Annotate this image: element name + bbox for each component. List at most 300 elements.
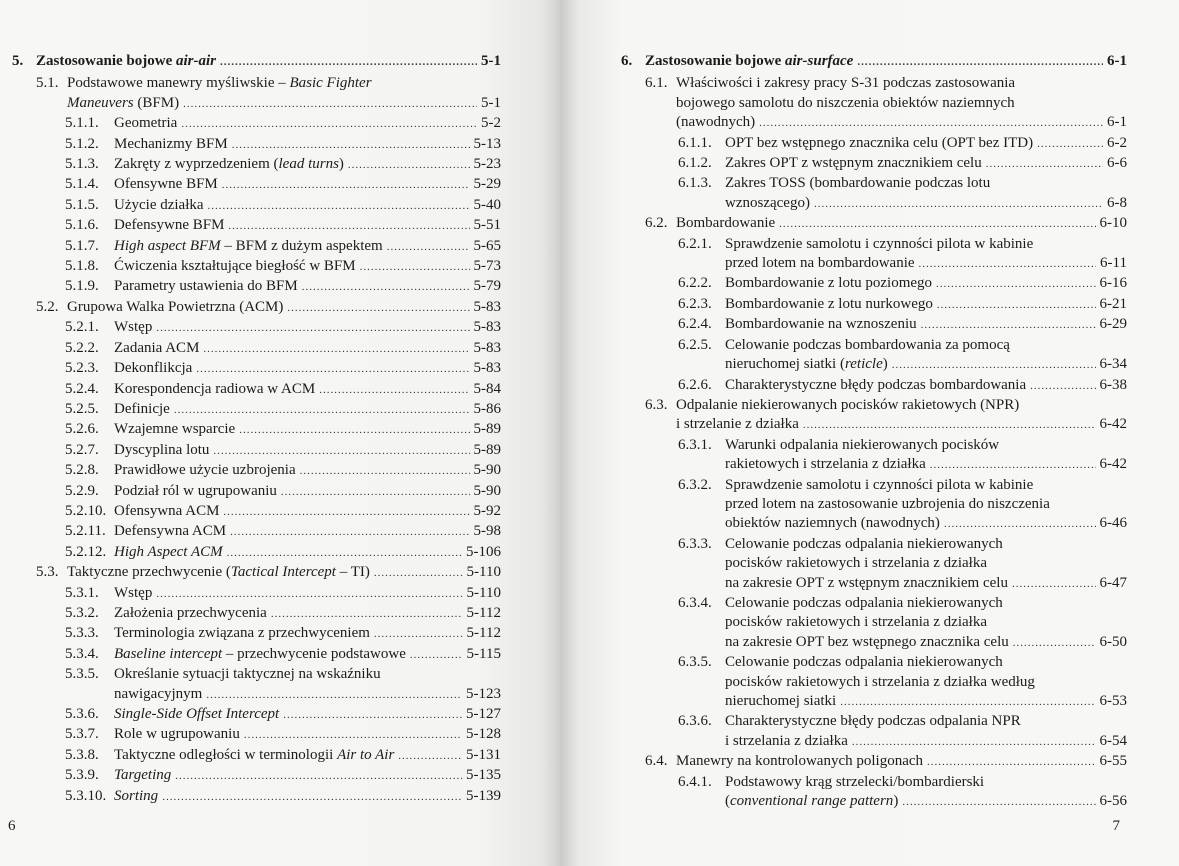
toc-entry-line [725,134,1127,154]
toc-entry-line [114,196,501,216]
toc-page-ref: 5-2 [481,115,501,132]
toc-entry-line [725,712,1127,731]
toc-entry-number: 6. [621,53,633,69]
toc-page-ref: 5-13 [473,135,501,152]
toc-text-segment: Założenia przechwycenia [114,604,267,621]
dot-leader [986,155,1103,174]
toc-entry-line [725,154,1127,174]
toc-text-segment: Sprawdzenie samolotu i czynności pilota w kabinie [725,235,1034,252]
toc-page-ref: 5-115 [466,645,501,662]
toc-entry-title [114,420,501,440]
toc-section [621,74,1127,133]
toc-subsection [621,174,1127,214]
toc-entry-number: 5.1.2. [65,135,99,152]
toc-entry-line [676,415,1127,435]
toc-entry-number: 6.1.3. [678,175,712,192]
toc-entry-line [725,653,1127,672]
toc-text-segment: Grupowa Walka Powietrzna (ACM) [67,298,284,315]
dot-leader [814,195,1103,214]
toc-entry-line [114,400,501,420]
dot-leader [374,625,463,644]
dot-leader [759,114,1103,133]
toc-entry-number: 5.3.9. [65,767,99,784]
toc-entry-number: 6.3.5. [678,654,712,671]
toc-text-segment: nieruchomej siatki ( [725,356,845,373]
toc-text-segment: Zakres OPT z wstępnym znacznikiem celu [725,155,982,172]
toc-entry-title [725,274,1127,294]
dot-leader [387,238,470,257]
toc-text-segment: Charakterystyczne błędy podczas bombardowania [725,376,1027,393]
toc-entry-line [725,336,1127,355]
toc-text-segment: Dyscyplina lotu [114,441,210,458]
toc-text-segment: Bombardowanie [676,215,776,232]
toc-text-segment: Podstawowe manewry myśliwskie – [67,75,290,92]
toc-subsection [12,359,501,379]
left-page [0,0,560,866]
toc-text-segment: Wstęp [114,584,153,601]
toc-entry-title [725,134,1127,154]
toc-list-left [12,52,501,807]
toc-entry-number: 5.1.3. [65,156,99,173]
toc-page-ref: 5-73 [473,258,501,275]
toc-entry-title [725,235,1127,275]
toc-entry-number: 6.2. [645,215,668,232]
toc-entry-line [725,594,1127,613]
page-number: 6 [8,818,16,834]
toc-entry-line [114,318,501,338]
toc-entry-line [725,673,1127,692]
toc-text-segment: obiektów naziemnych (nawodnych) [725,515,940,532]
toc-page-ref: 5-65 [473,237,501,254]
toc-page-ref: 5-23 [473,156,501,173]
toc-page-ref: 5-89 [473,441,501,458]
dot-leader [840,693,1095,712]
toc-entry-line [67,74,501,93]
toc-entry-number: 6.3. [645,396,668,413]
toc-page-ref: 5-51 [473,217,501,234]
toc-entry-line [114,502,501,522]
toc-entry-number: 5.2.5. [65,400,99,417]
toc-subsection [12,502,501,522]
toc-section [12,298,501,318]
toc-text-segment: Zakręty z wyprzedzeniem ( [114,156,279,173]
toc-entry-line [114,543,501,563]
toc-subsection [12,216,501,236]
toc-entry-title [67,563,501,583]
toc-entry-number: 5. [12,53,24,69]
toc-entry-number: 5.2.7. [65,441,99,458]
toc-entry-title [114,645,501,665]
toc-entry-number: 5.1.7. [65,237,99,254]
toc-entry-number: 5.3.4. [65,645,99,662]
toc-entry-line [676,94,1127,113]
toc-entry-title [114,665,501,705]
toc-entry-title [114,237,501,257]
toc-entry-number: 5.2.2. [65,339,99,356]
toc-text-segment: bojowego samolotu do niszczenia obiektów naziemnych [676,94,1015,111]
toc-entry-line [114,584,501,604]
toc-entry-number: 5.1.5. [65,196,99,213]
toc-page-ref: 5-40 [473,196,501,213]
toc-entry-number: 6.3.2. [678,476,712,493]
toc-subsection [621,594,1127,653]
toc-entry-line [676,74,1127,93]
toc-subsection [621,315,1127,335]
toc-text-segment: na zakresie OPT bez wstępnego znacznika celu [725,633,1009,650]
toc-subsection [12,196,501,216]
toc-entry-title [725,174,1127,214]
toc-page-ref: 5-1 [481,53,501,69]
toc-page-ref: 6-10 [1099,215,1127,232]
toc-subsection [621,476,1127,535]
toc-text-segment: Basic Fighter [289,75,372,92]
toc-subsection [12,543,501,563]
toc-text-segment: Dekonflikcja [114,360,193,377]
toc-entry-title [725,594,1127,653]
toc-text-segment: Korespondencja radiowa w ACM [114,380,316,397]
toc-text-segment: reticle [844,356,883,373]
toc-text-segment: Zastosowanie bojowe [36,53,177,69]
toc-page-ref: 5-83 [473,298,501,315]
toc-subsection [12,420,501,440]
toc-entry-line [725,692,1127,712]
toc-entry-number: 5.3.8. [65,746,99,763]
toc-text-segment: Taktyczne przechwycenie ( [67,564,231,581]
dot-leader [222,176,470,195]
toc-text-segment: Wstęp [114,319,153,336]
dot-leader [287,299,469,318]
toc-page-ref: 5-90 [473,462,501,479]
toc-entry-line [676,214,1127,234]
toc-subsection [12,787,501,807]
toc-subsection [621,436,1127,476]
toc-entry-title [725,653,1127,712]
toc-entry-number: 5.2.11. [65,523,106,540]
dot-leader [936,275,1095,294]
toc-entry-number: 5.2.1. [65,319,99,336]
toc-text-segment: Prawidłowe użycie uzbrojenia [114,462,296,479]
toc-text-segment: ) [882,356,888,373]
toc-page-ref: 5-90 [473,482,501,499]
toc-list-right [621,52,1127,812]
dot-leader [223,503,469,522]
dot-leader [271,605,463,624]
toc-page-ref: 5-84 [473,380,501,397]
toc-entry-title [676,752,1127,772]
toc-entry-title [114,746,501,766]
toc-entry-title [114,196,501,216]
toc-entry-title [114,277,501,297]
toc-entry-line [67,298,501,318]
toc-text-segment: – TI) [335,564,370,581]
toc-text-segment: Celowanie podczas odpalania niekierowanych [725,594,1003,611]
page-number: 7 [1112,818,1120,834]
toc-text-segment: Baseline intercept [114,645,223,662]
toc-entry-line [114,665,501,684]
toc-text-segment: Manewry na kontrolowanych poligonach [676,753,924,770]
toc-entry-line [725,376,1127,396]
toc-text-segment: (BFM) [133,94,180,111]
dot-leader [244,726,462,745]
toc-entry-number: 5.2.4. [65,380,99,397]
toc-entry-line [114,461,501,481]
toc-entry-number: 5.2.8. [65,462,99,479]
toc-page-ref: 6-6 [1107,155,1127,172]
toc-entry-title [114,461,501,481]
dot-leader [181,115,477,134]
toc-text-segment: Celowanie podczas odpalania niekierowanych [725,535,1003,552]
toc-entry-line [725,194,1127,214]
toc-page-ref: 5-110 [466,564,501,581]
toc-text-segment: Ofensywna ACM [114,502,220,519]
toc-section [621,396,1127,436]
toc-entry-number: 5.3.3. [65,625,99,642]
dot-leader [174,401,470,420]
toc-text-segment: Bombardowanie na wznoszeniu [725,316,917,333]
toc-subsection [12,441,501,461]
toc-text-segment: Właściwości i zakresy pracy S-31 podczas zastosowania [676,75,1016,92]
toc-entry-title [114,705,501,725]
toc-entry-title [725,154,1127,174]
toc-entry-number: 6.1.1. [678,134,712,151]
toc-entry-title [114,114,501,134]
toc-text-segment: air-air [176,53,217,69]
toc-page-ref: 5-92 [473,502,501,519]
toc-text-segment: Maneuvers [67,94,134,111]
toc-entry-line [725,315,1127,335]
dot-leader [156,319,469,338]
toc-entry-title [114,502,501,522]
dot-leader [220,53,477,72]
toc-entry-title [114,216,501,236]
toc-entry-line [114,257,501,277]
toc-page-ref: 6-11 [1100,255,1127,272]
toc-entry-line [114,604,501,624]
toc-entry-line [725,355,1127,375]
toc-subsection [12,339,501,359]
toc-text-segment: Defensywne BFM [114,217,225,234]
toc-text-segment: lead turns [278,156,339,173]
dot-leader [410,646,463,665]
toc-entry-number: 5.1. [36,75,59,92]
dot-leader [300,462,470,481]
toc-entry-line [114,522,501,542]
dot-leader [206,686,462,705]
dot-leader [283,706,462,725]
toc-subsection [12,155,501,175]
toc-entry-line [725,792,1127,812]
toc-entry-line [114,237,501,257]
toc-entry-number: 6.1.2. [678,155,712,172]
toc-entry-line [114,216,501,236]
toc-section [12,563,501,583]
toc-text-segment: i strzelanie z działka [676,416,799,433]
toc-text-segment: Air to Air [337,746,395,763]
toc-entry-number: 6.1. [645,75,668,92]
dot-leader [230,523,469,542]
dot-leader [930,456,1096,475]
toc-entry-line [725,235,1127,254]
toc-text-segment: Terminologia związana z przechwyceniem [114,625,370,642]
toc-entry-number: 6.3.3. [678,535,712,552]
toc-entry-title [114,624,501,644]
toc-entry-line [114,175,501,195]
toc-entry-number: 5.2.10. [65,502,107,519]
toc-entry-title [114,725,501,745]
toc-text-segment: Ofensywne BFM [114,176,218,193]
toc-entry-number: 5.3.6. [65,706,99,722]
toc-entry-number: 5.3.2. [65,604,99,621]
toc-entry-title [725,436,1127,476]
dot-leader [203,340,469,359]
toc-entry-number: 6.3.4. [678,594,712,611]
toc-entry-line [114,705,501,725]
toc-entry-line [67,94,501,114]
toc-page-ref: 5-128 [466,726,501,743]
toc-entry-title [114,584,501,604]
dot-leader [360,258,470,277]
toc-entry-title [114,155,501,175]
toc-entry-line [725,174,1127,193]
toc-page-ref: 6-38 [1099,376,1127,393]
toc-subsection [621,535,1127,594]
toc-page-ref: 6-42 [1099,456,1127,473]
dot-leader [348,156,470,175]
toc-text-segment: pocisków rakietowych i strzelania z działka [725,555,987,572]
toc-entry-title [725,376,1127,396]
toc-page-ref: 5-1 [481,94,501,111]
toc-page-ref: 5-79 [473,278,501,295]
toc-entry-number: 6.2.3. [678,295,712,312]
toc-entry-title [114,543,501,563]
toc-text-segment: nawigacyjnym [114,685,203,702]
toc-text-segment: Podstawowy krąg strzelecki/bombardierski [725,773,985,790]
toc-page-ref: 5-86 [473,400,501,417]
toc-entry-line [676,396,1127,415]
dot-leader [281,483,470,502]
toc-page-ref: 5-83 [473,319,501,336]
dot-leader [208,197,470,216]
toc-entry-number: 5.2.3. [65,360,99,377]
toc-entry-title [725,712,1127,752]
toc-subsection [621,376,1127,396]
dot-leader [398,747,462,766]
toc-entry-title [114,766,501,786]
toc-text-segment: Defensywna ACM [114,523,227,540]
toc-subsection [621,295,1127,315]
toc-entry-title [114,380,501,400]
toc-subsection [12,624,501,644]
toc-text-segment: Sprawdzenie samolotu i czynności pilota w kabinie [725,476,1034,493]
toc-entry-number: 5.3.7. [65,726,99,743]
toc-entry-line [36,52,501,72]
toc-entry-title [114,604,501,624]
toc-text-segment: OPT bez wstępnego znacznika celu (OPT bez ITD) [725,134,1034,151]
toc-entry-title [114,441,501,461]
toc-page-ref: 6-46 [1099,515,1127,532]
toc-section [621,752,1127,772]
dot-leader [892,356,1096,375]
toc-text-segment: High Aspect ACM [114,543,223,560]
toc-text-segment: rakietowych i strzelania z działka [725,456,926,473]
toc-text-segment: na zakresie OPT z wstępnym znacznikiem celu [725,574,1008,591]
toc-entry-line [725,295,1127,315]
toc-subsection [12,482,501,502]
toc-subsection [12,175,501,195]
toc-entry-number: 5.3.5. [65,666,99,683]
toc-text-segment: ( [725,793,730,810]
toc-subsection [12,237,501,257]
toc-page-ref: 6-54 [1099,732,1127,749]
toc-page-ref: 6-56 [1099,793,1127,810]
toc-entry-number: 6.2.1. [678,235,712,252]
toc-text-segment: ) [338,156,344,173]
toc-entry-line [725,574,1127,594]
toc-entry-number: 6.4.1. [678,773,712,790]
toc-entry-line [114,420,501,440]
toc-entry-line [725,455,1127,475]
dot-leader [239,421,469,440]
toc-text-segment: Warunki odpalania niekierowanych pocisków [725,436,1000,453]
toc-subsection [12,461,501,481]
toc-text-segment: (nawodnych) [676,114,756,131]
dot-leader [213,442,469,461]
toc-page-ref: 5-110 [466,584,501,601]
toc-page-ref: 6-16 [1099,275,1127,292]
toc-entry-line [67,563,501,583]
toc-entry-line [114,746,501,766]
dot-leader [196,360,469,379]
toc-entry-title [114,400,501,420]
toc-entry-title [114,318,501,338]
toc-section [621,214,1127,234]
toc-entry-number: 6.2.6. [678,376,712,393]
toc-text-segment: przed lotem na zastosowanie uzbrojenia do niszczenia [725,495,1050,512]
dot-leader [927,753,1095,772]
toc-subsection [621,773,1127,813]
toc-text-segment: Definicje [114,400,170,417]
toc-subsection [621,336,1127,376]
toc-entry-title [725,773,1127,813]
dot-leader [803,416,1096,435]
toc-text-segment: Charakterystyczne błędy podczas odpalania NPR [725,713,1021,730]
toc-entry-number: 5.2.9. [65,482,99,499]
toc-page-ref: 6-34 [1099,356,1127,373]
toc-text-segment: Parametry ustawienia do BFM [114,278,298,295]
toc-page-ref: 5-98 [473,523,501,540]
toc-page-ref: 5-123 [466,685,501,702]
dot-leader [374,564,463,583]
toc-entry-title [114,787,501,807]
toc-subsection [12,114,501,134]
toc-entry-number: 5.2. [36,298,59,315]
toc-entry-title [725,315,1127,335]
toc-entry-title [725,476,1127,535]
toc-entry-line [676,752,1127,772]
dot-leader [227,544,462,563]
toc-entry-number: 6.4. [645,753,668,770]
dot-leader [921,316,1096,335]
toc-subsection [621,235,1127,275]
toc-entry-title [114,257,501,277]
toc-entry-title [114,175,501,195]
toc-page-ref: 5-131 [466,746,501,763]
dot-leader [302,278,470,297]
toc-text-segment: Targeting [114,767,172,784]
dot-leader [1013,634,1096,653]
toc-entry-line [114,339,501,359]
toc-entry-line [725,613,1127,632]
